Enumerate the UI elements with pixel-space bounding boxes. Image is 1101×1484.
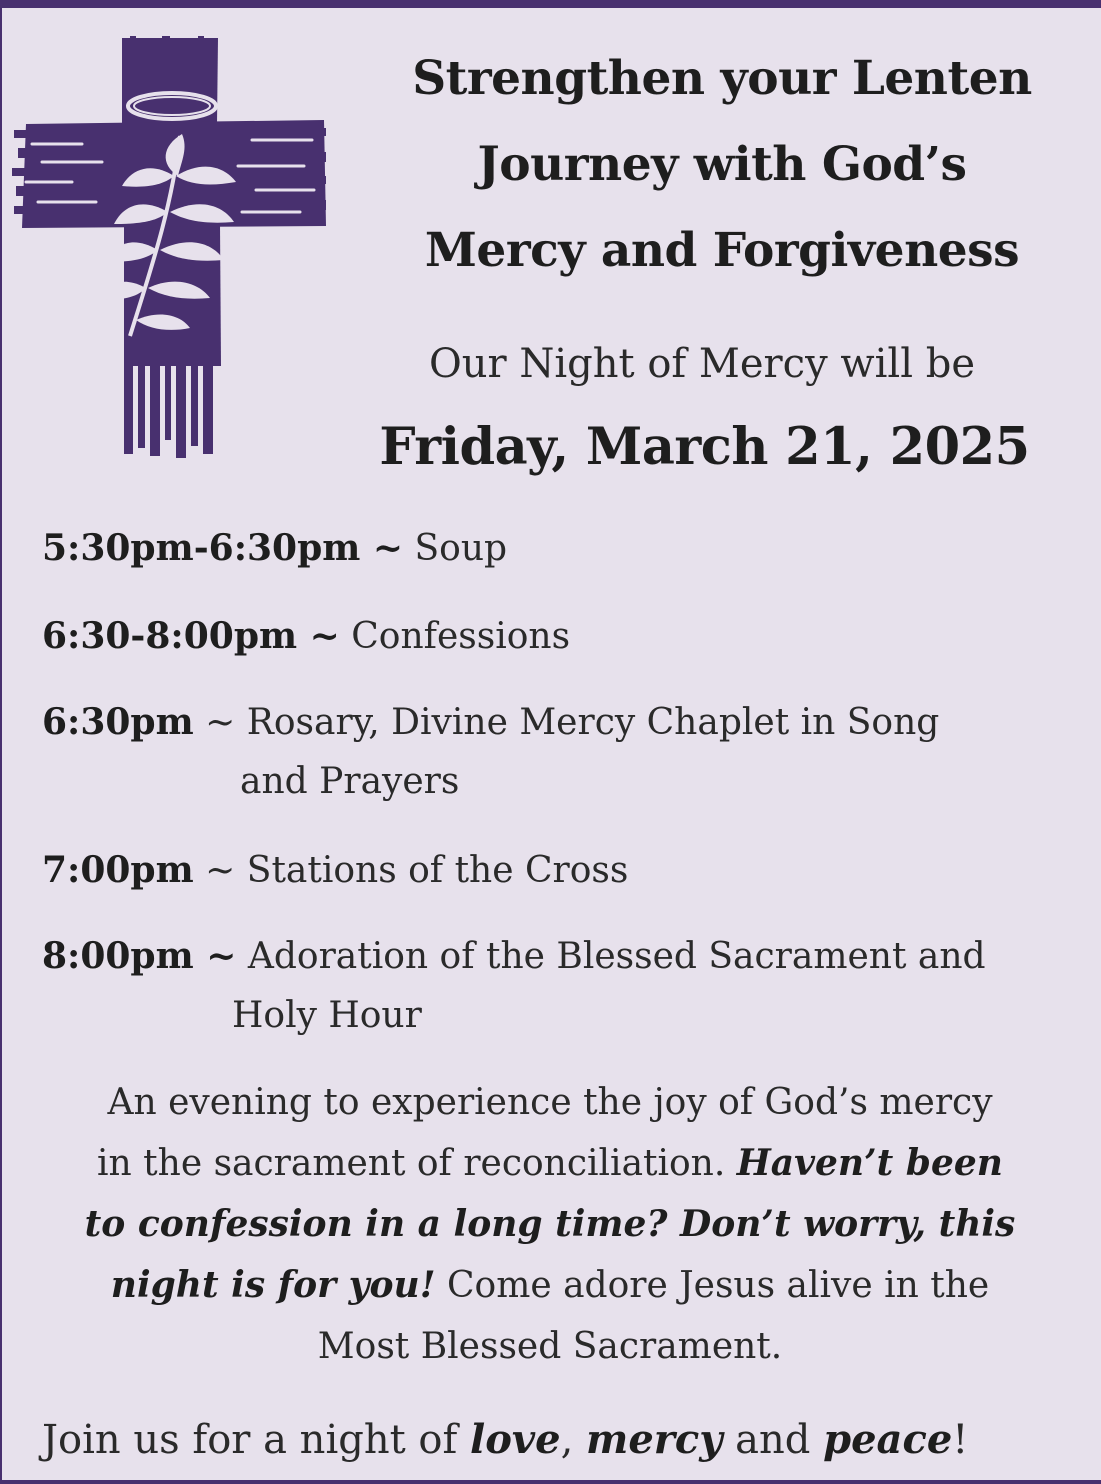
closing-suffix: ! [952,1417,969,1463]
schedule-separator: ~ [205,702,236,743]
schedule-activity: Stations of the Cross [246,850,629,891]
schedule-item [42,518,507,579]
intro-text: Our Night of Mercy will be [428,341,975,387]
description-text: in the sacrament of reconciliation. [97,1143,737,1184]
description-line [30,1194,1070,1255]
schedule-activity: Adoration of the Blessed Sacrament and [247,936,986,977]
closing-word-mercy: mercy [586,1416,723,1463]
description-line: An evening to experience the joy of God’s mercy [107,1082,993,1123]
description-text: Come adore Jesus alive in the [435,1265,990,1306]
headline-line-3: Mercy and Forgiveness [424,223,1020,278]
description-emphasis: night is for you! [110,1264,436,1306]
closing-separator: and [722,1417,824,1463]
description-line [30,1255,1070,1316]
description-emphasis: to confession in a long time? Don’t worry, this [84,1203,1016,1245]
schedule-time: 6:30-8:00pm ~ [42,615,340,657]
schedule-separator: ~ [205,850,236,891]
headline-line-1: Strengthen your Lenten [412,51,1032,106]
closing-word-love: love [470,1416,561,1463]
schedule-activity-continued: and Prayers [240,761,460,802]
schedule-item [42,926,986,987]
description-line: Most Blessed Sacrament. [317,1326,783,1367]
headline-line-2: Journey with God’s [477,137,967,192]
top-border [0,0,1101,8]
schedule-time: 7:00pm [42,849,194,891]
schedule-time: 6:30pm [42,701,194,743]
event-date: Friday, March 21, 2025 [379,417,1030,477]
schedule-item [42,606,570,667]
description [30,1072,1070,1377]
closing-word-peace: peace [823,1416,953,1463]
schedule-activity: Soup [414,528,508,569]
closing-separator: , [560,1417,587,1463]
headline [352,36,1092,294]
schedule-activity: Confessions [351,616,571,657]
palm-cross-icon [12,36,328,458]
description-line [30,1133,1070,1194]
description-emphasis: Haven’t been [736,1142,1003,1184]
schedule-time: 8:00pm ~ [42,935,237,977]
closing-prefix: Join us for a night of [42,1417,470,1463]
schedule-time: 5:30pm-6:30pm ~ [42,527,404,569]
left-border [0,0,2,1484]
schedule-item [42,840,628,901]
schedule-activity: Rosary, Divine Mercy Chaplet in Song [246,702,940,743]
schedule-activity-continued: Holy Hour [232,995,422,1036]
bottom-border [0,1480,1101,1484]
schedule-item [42,692,939,753]
closing-line [42,1408,968,1472]
